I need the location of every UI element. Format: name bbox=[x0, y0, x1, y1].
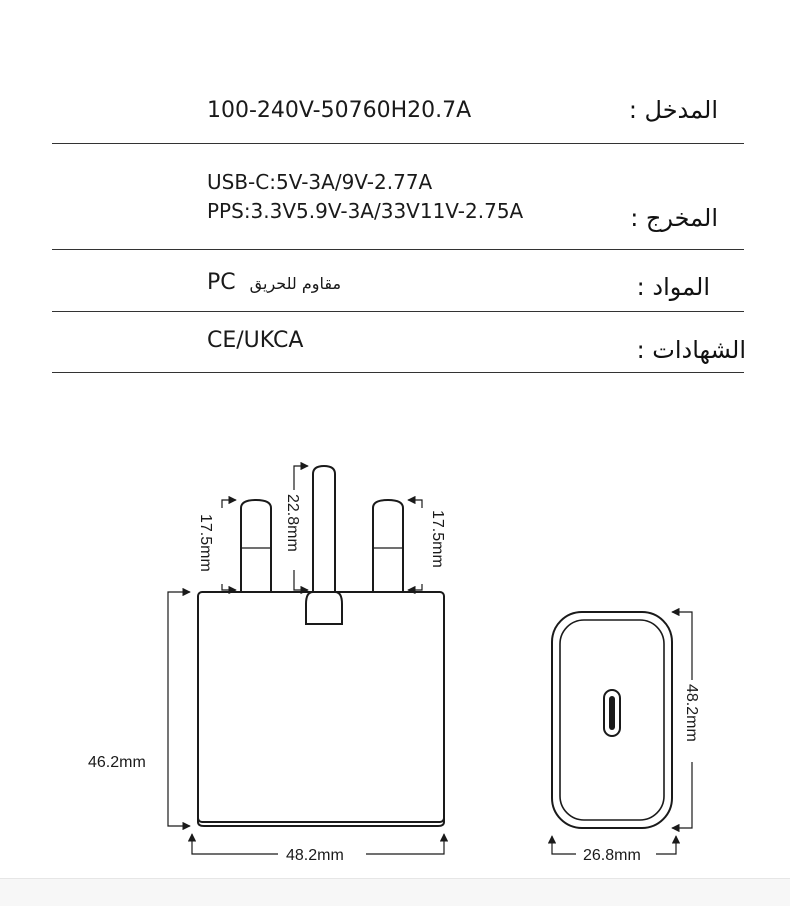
divider-2 bbox=[52, 249, 744, 250]
right-prong bbox=[373, 500, 403, 592]
body-height-dimension: 46.2mm bbox=[88, 754, 146, 771]
input-value: 100-240V-50760H20.7A bbox=[207, 98, 472, 123]
charger-side-view bbox=[198, 466, 444, 826]
divider-4 bbox=[52, 372, 744, 373]
divider-1 bbox=[52, 143, 744, 144]
front-height-dimension: 48.2mm bbox=[683, 684, 700, 742]
left-prong-dimension: 17.5mm bbox=[197, 514, 214, 572]
material-code: PC bbox=[207, 270, 236, 295]
output-value-pps: PPS:3.3V5.9V-3A/33V11V-2.75A bbox=[207, 199, 524, 223]
input-label: المدخل : bbox=[628, 96, 718, 124]
body-width-dimension: 48.2mm bbox=[286, 847, 344, 864]
dimension-diagram bbox=[0, 440, 790, 880]
bottom-strip bbox=[0, 878, 790, 906]
divider-3 bbox=[52, 311, 744, 312]
output-label: المخرج : bbox=[630, 204, 718, 232]
material-value bbox=[207, 270, 341, 295]
left-prong bbox=[241, 500, 271, 592]
right-prong-dimension: 17.5mm bbox=[429, 510, 446, 568]
front-width-dimension: 26.8mm bbox=[583, 847, 641, 864]
charger-front-view bbox=[552, 612, 672, 828]
output-value-usbc: USB-C:5V-3A/9V-2.77A bbox=[207, 170, 433, 194]
center-prong bbox=[306, 466, 342, 624]
certification-value: CE/UKCA bbox=[207, 328, 304, 353]
certification-label: الشهادات : bbox=[636, 336, 746, 364]
material-label: المواد : bbox=[636, 273, 710, 301]
material-note: مقاوم للحريق bbox=[249, 274, 342, 293]
charger-body bbox=[198, 592, 444, 822]
center-prong-dimension: 22.8mm bbox=[284, 494, 301, 552]
spec-table bbox=[0, 0, 790, 380]
